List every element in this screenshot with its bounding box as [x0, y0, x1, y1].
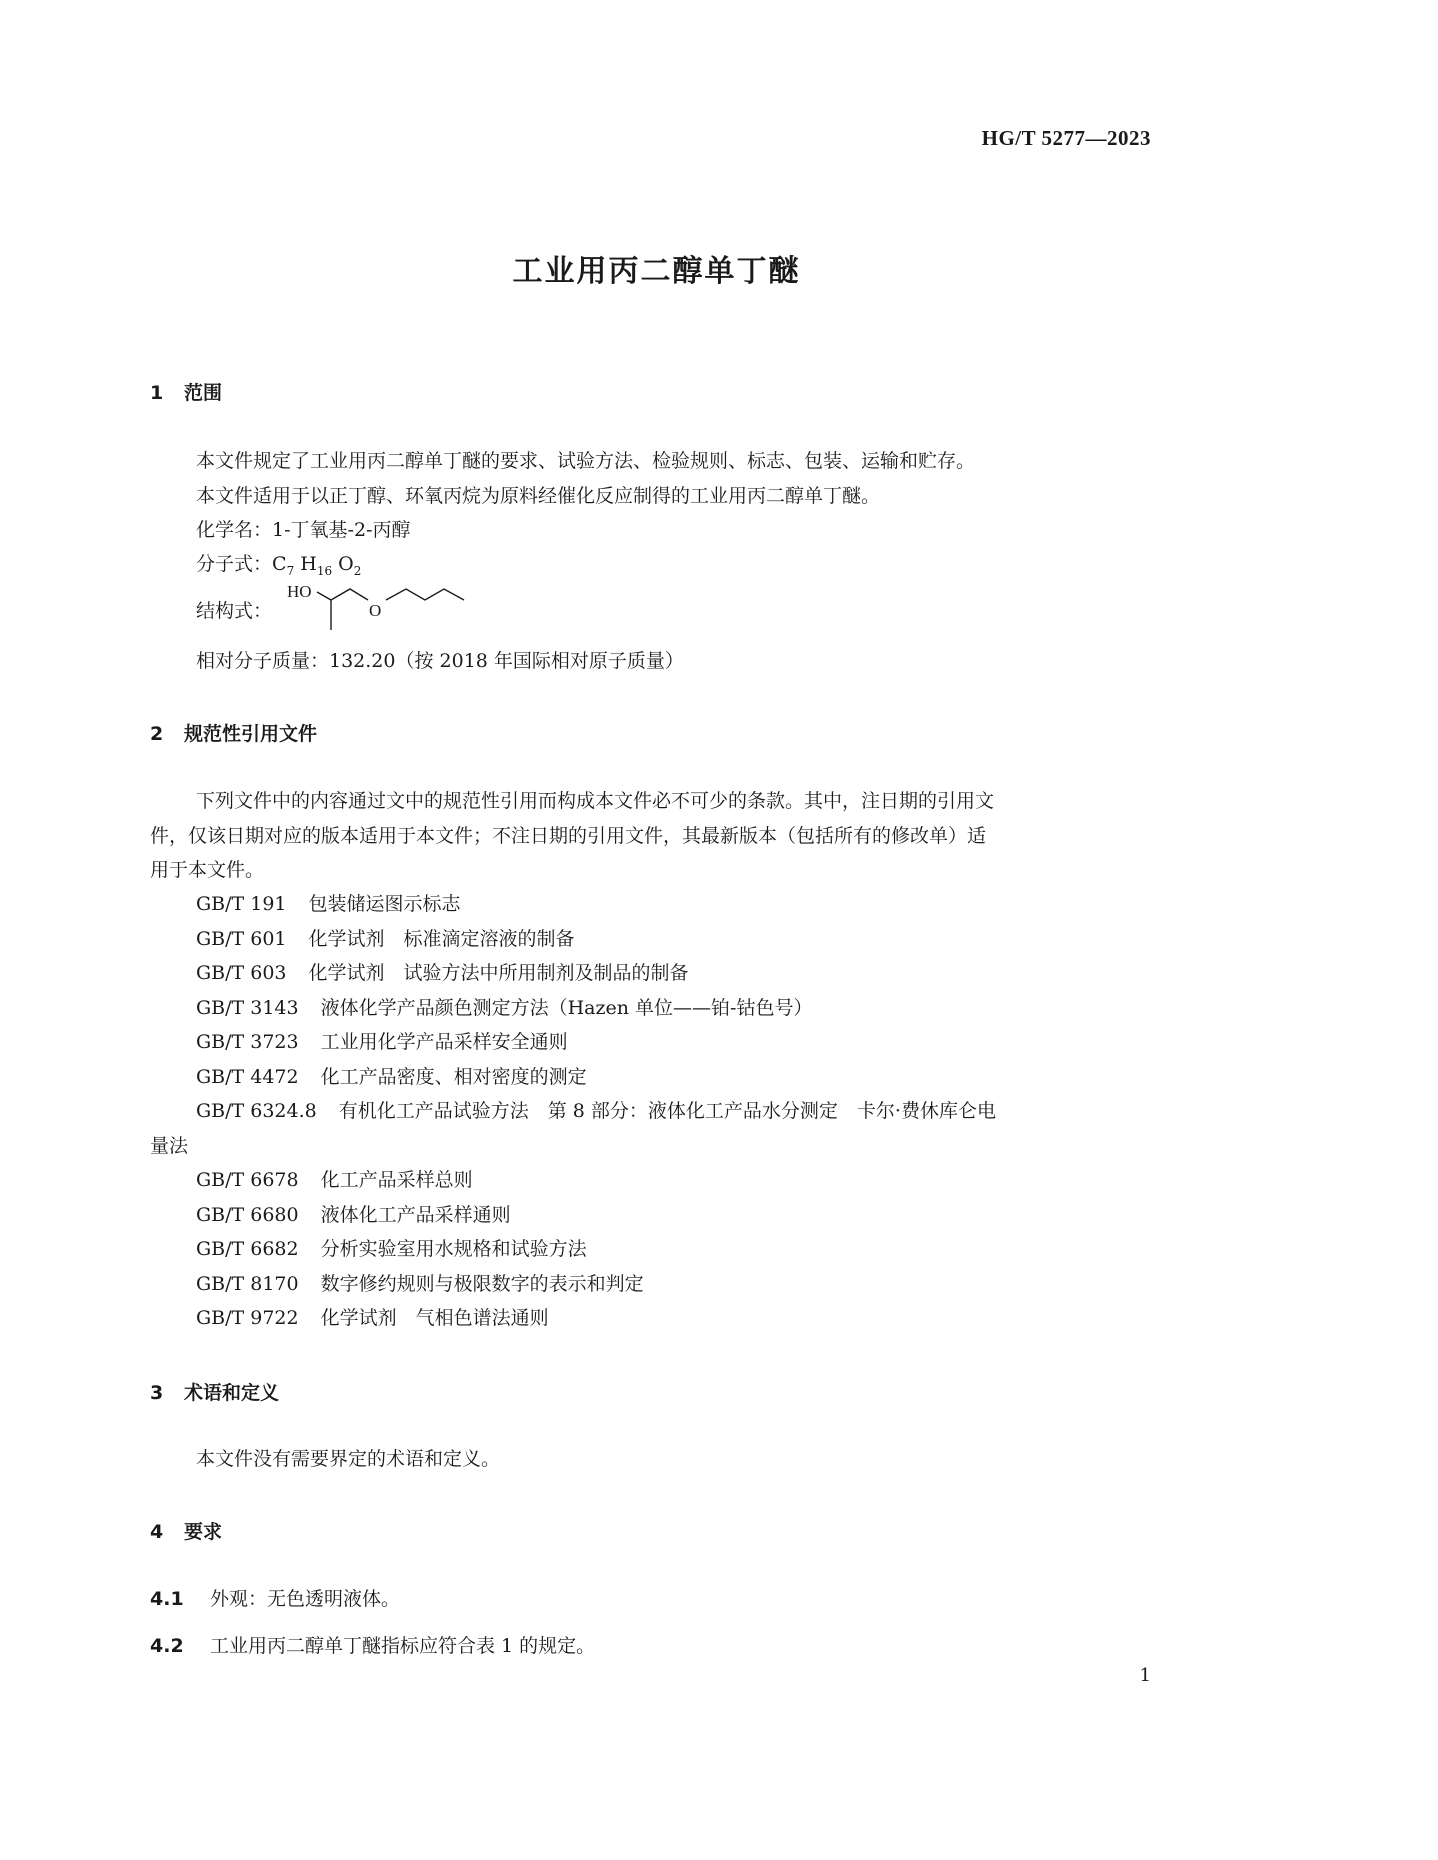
page-number: 1 — [1139, 1665, 1151, 1686]
reference-item — [196, 1271, 644, 1297]
reference-title: 包装储运图示标志 — [308, 893, 461, 915]
reference-item — [196, 995, 812, 1021]
reference-code: GB/T 3143 — [196, 997, 299, 1019]
section-heading-4 — [150, 1517, 222, 1544]
reference-item-continuation — [150, 1133, 188, 1159]
structure-label: 结构式： — [196, 600, 273, 622]
reference-code: GB/T 601 — [196, 928, 287, 950]
clause-text: 外观：无色透明液体。 — [210, 1588, 401, 1610]
bond-ho-c1 — [317, 592, 331, 600]
reference-title: 化学试剂 试验方法中所用制剂及制品的制备 — [308, 962, 689, 984]
reference-title: 量法 — [150, 1135, 189, 1157]
section-heading-3 — [150, 1378, 279, 1405]
reference-title: 液体化工产品采样通则 — [320, 1204, 511, 1226]
reference-title: 数字修约规则与极限数字的表示和判定 — [320, 1273, 644, 1295]
reference-title: 分析实验室用水规格和试验方法 — [320, 1238, 587, 1260]
bond-butyl-chain — [386, 589, 464, 600]
clause-text: 工业用丙二醇单丁醚指标应符合表 1 的规定。 — [210, 1635, 596, 1657]
reference-item — [196, 960, 689, 986]
formula-h: H — [300, 553, 317, 575]
section-heading-2 — [150, 719, 317, 746]
reference-code: GB/T 6678 — [196, 1169, 299, 1191]
reference-item — [196, 1236, 587, 1262]
section-number: 3 — [150, 1382, 164, 1404]
section-number: 1 — [150, 382, 164, 404]
reference-code: GB/T 9722 — [196, 1307, 299, 1329]
reference-code: GB/T 191 — [196, 893, 287, 915]
reference-code: GB/T 603 — [196, 962, 287, 984]
reference-code: GB/T 4472 — [196, 1066, 299, 1088]
clause-4-1 — [150, 1586, 400, 1612]
clause-4-2 — [150, 1633, 595, 1659]
section-title: 术语和定义 — [184, 1382, 280, 1404]
section-number: 4 — [150, 1521, 164, 1543]
document-title: 工业用丙二醇单丁醚 — [512, 254, 801, 289]
refs-intro-line-2: 件，仅该日期对应的版本适用于本文件；不注日期的引用文件，其最新版本（包括所有的修改单）适 — [150, 825, 987, 847]
reference-item — [196, 1305, 549, 1331]
section-heading-1 — [150, 378, 222, 405]
formula-label: 分子式： — [196, 553, 273, 575]
structure-o-label: O — [369, 601, 382, 620]
reference-code: GB/T 6682 — [196, 1238, 299, 1260]
reference-title: 化学试剂 气相色谱法通则 — [320, 1307, 549, 1329]
reference-code: GB/T 8170 — [196, 1273, 299, 1295]
formula-c-subscript: 7 — [286, 564, 295, 578]
terms-paragraph: 本文件没有需要界定的术语和定义。 — [196, 1448, 501, 1470]
reference-title: 化工产品采样总则 — [320, 1169, 473, 1191]
section-number: 2 — [150, 723, 164, 745]
reference-item — [196, 1098, 996, 1124]
reference-item — [196, 1167, 473, 1193]
reference-item — [196, 1029, 568, 1055]
clause-number: 4.2 — [150, 1635, 184, 1657]
formula-c: C — [272, 553, 287, 575]
chemical-name-value: 1-丁氧基-2-丙醇 — [272, 519, 411, 541]
formula-o-subscript: 2 — [353, 564, 362, 578]
chemical-name-label: 化学名： — [196, 519, 273, 541]
structure-ho-label: HO — [287, 582, 312, 601]
section-title: 要求 — [184, 1521, 223, 1543]
refs-intro-line-1: 下列文件中的内容通过文中的规范性引用而构成本文件必不可少的条款。其中，注日期的引用文 — [196, 790, 995, 812]
reference-title: 化学试剂 标准滴定溶液的制备 — [308, 928, 575, 950]
reference-code: GB/T 3723 — [196, 1031, 299, 1053]
reference-code: GB/T 6324.8 — [196, 1100, 317, 1122]
scope-paragraph-1: 本文件规定了工业用丙二醇单丁醚的要求、试验方法、检验规则、标志、包装、运输和贮存。 — [196, 450, 976, 472]
clause-number: 4.1 — [150, 1588, 184, 1610]
reference-item — [196, 926, 575, 952]
scope-paragraph-2: 本文件适用于以正丁醇、环氧丙烷为原料经催化反应制得的工业用丙二醇单丁醚。 — [196, 485, 881, 507]
section-title: 规范性引用文件 — [184, 723, 318, 745]
standard-code: HG/T 5277—2023 — [981, 126, 1151, 150]
reference-code: GB/T 6680 — [196, 1204, 299, 1226]
refs-intro-line-3: 用于本文件。 — [150, 859, 265, 881]
reference-title: 液体化学产品颜色测定方法（Hazen 单位——铂-钴色号） — [320, 997, 813, 1019]
chemical-name — [196, 517, 410, 543]
formula-o: O — [338, 553, 354, 575]
reference-item — [196, 1202, 511, 1228]
formula-h-subscript: 16 — [316, 564, 333, 578]
reference-title: 工业用化学产品采样安全通则 — [320, 1031, 568, 1053]
relative-molecular-mass: 相对分子质量：132.20（按 2018 年国际相对原子质量） — [196, 650, 684, 672]
reference-item — [196, 891, 461, 917]
reference-item — [196, 1064, 587, 1090]
reference-title: 化工产品密度、相对密度的测定 — [320, 1066, 587, 1088]
bond-c1-c2-o — [331, 589, 368, 600]
section-title: 范围 — [184, 382, 223, 404]
structural-formula — [284, 580, 484, 636]
reference-title: 有机化工产品试验方法 第 8 部分：液体化工产品水分测定 卡尔·费休库仑电 — [338, 1100, 996, 1122]
